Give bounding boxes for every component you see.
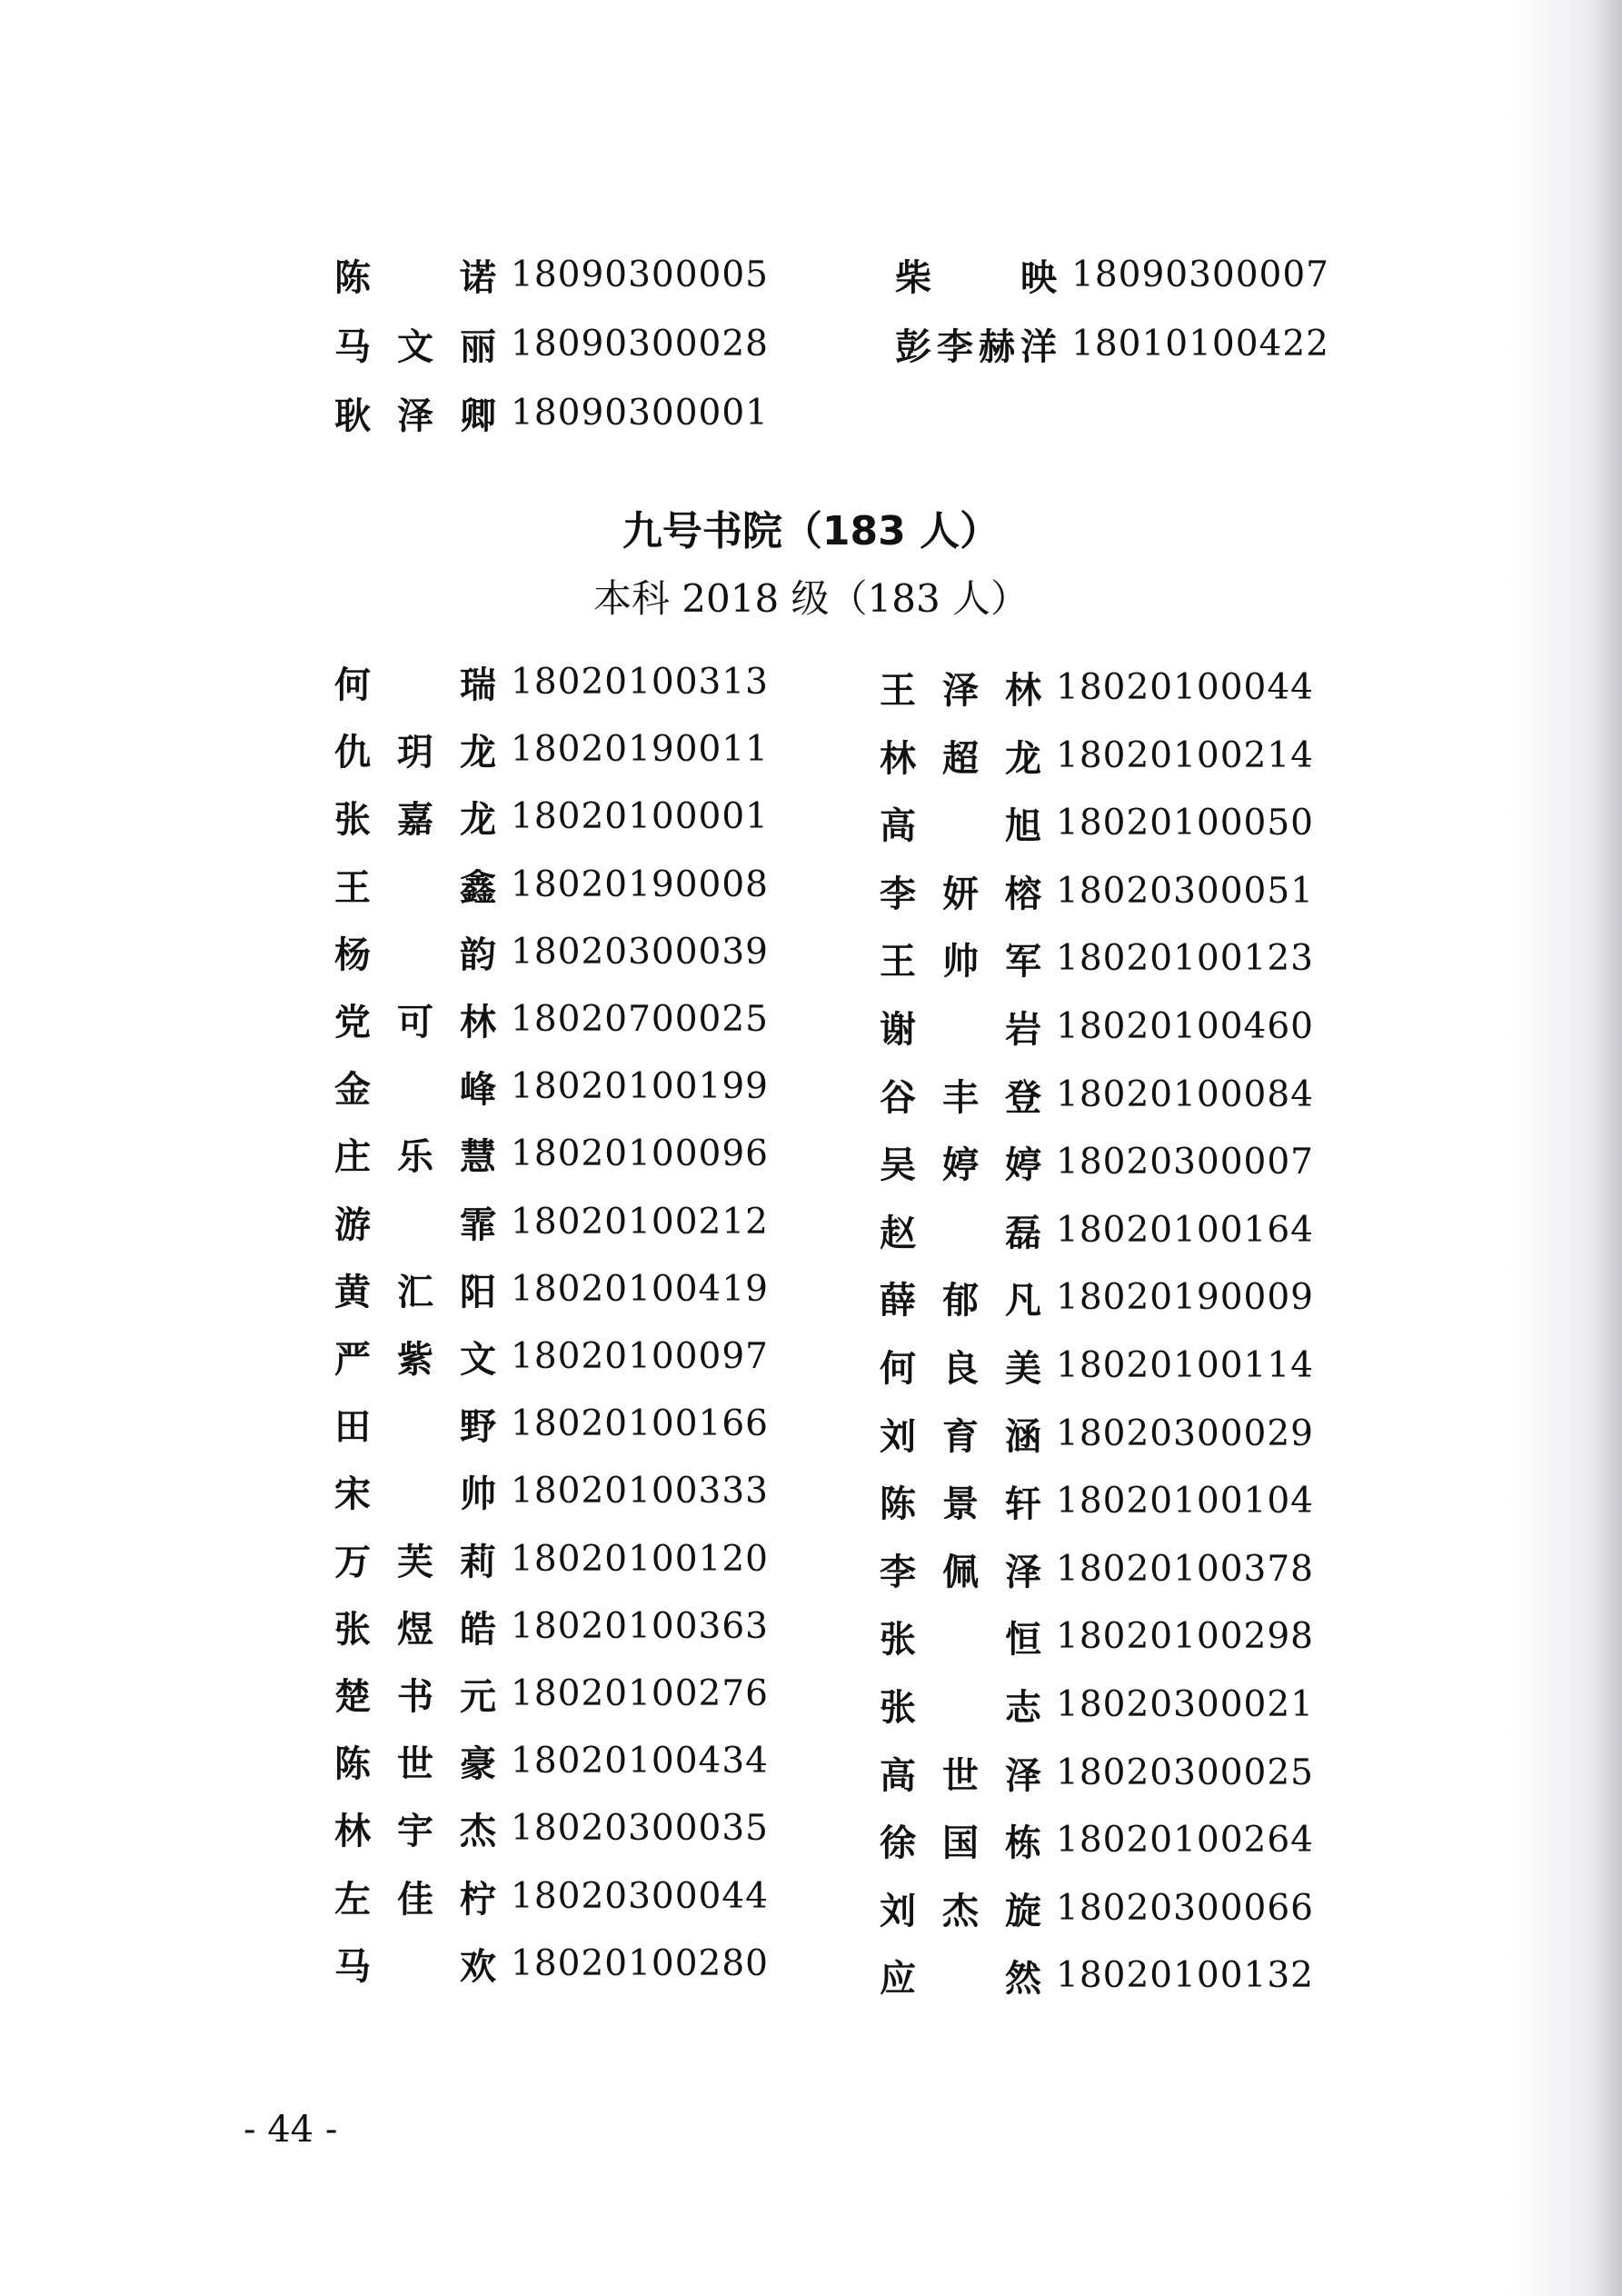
student-id: 18020100419 [511, 1268, 769, 1310]
list-item [334, 654, 769, 709]
student-id: 18020100199 [511, 1065, 769, 1107]
student-id: 18020100114 [1056, 1344, 1314, 1386]
student-name: 李 佩 泽 [880, 1550, 1041, 1593]
student-id: 18020100001 [511, 795, 769, 837]
list-item [880, 660, 1314, 714]
list-item [334, 924, 769, 979]
list-item [880, 1473, 1314, 1528]
list-item [334, 992, 769, 1046]
student-name: 万 芙 莉 [334, 1540, 496, 1583]
student-name: 高 世 泽 [880, 1753, 1041, 1797]
student-id: 18090300028 [511, 323, 769, 364]
student-name: 吴 婷 婷 [880, 1143, 1041, 1186]
list-item [334, 1532, 769, 1586]
list-item [880, 863, 1314, 918]
student-id: 18020100097 [511, 1335, 769, 1377]
list-item [334, 722, 769, 776]
student-name: 谢 岩 [880, 1007, 1041, 1051]
list-item [880, 931, 1314, 985]
list-item [880, 1542, 1314, 1596]
student-id: 18020100096 [511, 1133, 769, 1174]
list-item [334, 857, 769, 912]
student-name: 张 嘉 龙 [334, 797, 496, 841]
list-item [880, 1134, 1314, 1189]
student-name: 耿 泽 卿 [334, 394, 496, 437]
student-name: 应 然 [880, 1956, 1041, 2000]
list-item [334, 1599, 769, 1653]
student-id: 18020100280 [511, 1942, 769, 1984]
student-id: 18020300066 [1056, 1887, 1314, 1929]
student-id: 18090300007 [1071, 254, 1329, 295]
student-id: 18020100212 [511, 1201, 769, 1243]
student-id: 18090300001 [511, 392, 769, 434]
list-item [880, 1812, 1314, 1867]
student-name: 赵 磊 [880, 1211, 1041, 1254]
student-name: 林 宇 杰 [334, 1809, 496, 1852]
student-id: 18020100333 [511, 1470, 769, 1512]
list-item [880, 1677, 1314, 1732]
list-item [334, 1396, 769, 1451]
student-id: 18020300029 [1056, 1413, 1314, 1454]
student-id: 18020100460 [1056, 1005, 1314, 1047]
student-name: 柴 映 [895, 255, 1057, 299]
student-id: 18020300025 [1056, 1752, 1314, 1793]
page-number: - 44 - [244, 2109, 338, 2151]
student-id: 18020100214 [1056, 734, 1314, 776]
student-name: 田 野 [334, 1404, 496, 1448]
student-name: 左 佳 柠 [334, 1877, 496, 1921]
student-name: 李 妍 榕 [880, 872, 1041, 915]
student-id: 18020100120 [511, 1538, 769, 1580]
student-name: 楚 书 元 [334, 1674, 496, 1718]
student-id: 18020700025 [511, 998, 769, 1040]
student-id: 18020100313 [511, 661, 769, 703]
student-id: 18010100422 [1071, 323, 1329, 364]
student-name: 王 帅 军 [880, 939, 1041, 983]
list-item [334, 247, 769, 302]
student-name: 薛 郁 凡 [880, 1278, 1041, 1322]
list-item [334, 1666, 769, 1721]
student-name: 马 文 丽 [334, 324, 496, 368]
student-id: 18020300039 [511, 931, 769, 973]
list-item [880, 1338, 1314, 1393]
list-item [880, 1406, 1314, 1461]
student-id: 18020100378 [1056, 1548, 1314, 1590]
list-item [880, 999, 1314, 1053]
student-name: 张 恒 [880, 1617, 1041, 1661]
list-item [895, 316, 1329, 371]
student-id: 18020300044 [511, 1875, 769, 1917]
student-id: 18020100050 [1056, 802, 1314, 844]
student-name: 张 志 [880, 1685, 1041, 1729]
list-item [334, 1262, 769, 1316]
student-name: 陈 景 轩 [880, 1482, 1041, 1525]
student-name: 陈 诺 [334, 255, 496, 299]
student-id: 18020300051 [1056, 870, 1314, 912]
list-item [334, 1869, 769, 1923]
page-edge-shadow [1595, 0, 1622, 2296]
list-item [880, 1881, 1314, 1935]
list-item [880, 1270, 1314, 1324]
student-name: 谷 丰 登 [880, 1075, 1041, 1119]
student-name: 徐 国 栋 [880, 1821, 1041, 1864]
student-name: 王 泽 林 [880, 668, 1041, 712]
student-name: 严 紫 文 [334, 1337, 496, 1381]
grade-title: 本科 2018 级（183 人） [592, 576, 1030, 621]
student-id: 18020190009 [1056, 1276, 1314, 1318]
student-name: 陈 世 豪 [334, 1742, 496, 1785]
student-name: 黄 汇 阳 [334, 1270, 496, 1313]
student-id: 18020100104 [1056, 1480, 1314, 1522]
student-id: 18020100166 [511, 1403, 769, 1444]
list-item [334, 1194, 769, 1249]
student-name: 宋 帅 [334, 1472, 496, 1515]
student-name: 张 煜 皓 [334, 1607, 496, 1651]
college-title: 九号书院（183 人） [622, 508, 1000, 554]
list-item [880, 1609, 1314, 1663]
student-id: 18020100264 [1056, 1819, 1314, 1861]
student-id: 18020100164 [1056, 1209, 1314, 1251]
student-id: 18020100084 [1056, 1073, 1314, 1115]
list-item [334, 1801, 769, 1855]
student-name: 马 欢 [334, 1944, 496, 1988]
student-id: 18020300021 [1056, 1683, 1314, 1725]
student-id: 18020100434 [511, 1740, 769, 1782]
student-id: 18020100298 [1056, 1615, 1314, 1657]
student-id: 18020100044 [1056, 666, 1314, 708]
student-id: 18020100276 [511, 1672, 769, 1714]
list-item [895, 247, 1329, 302]
list-item [334, 1059, 769, 1113]
student-id: 18020100363 [511, 1605, 769, 1647]
list-item [334, 316, 769, 371]
student-id: 18020190008 [511, 863, 769, 905]
list-item [334, 1936, 769, 1991]
list-item [880, 1745, 1314, 1800]
list-item [334, 1463, 769, 1518]
student-name: 游 霏 [334, 1203, 496, 1246]
student-id: 18020300035 [511, 1807, 769, 1849]
student-id: 18020100123 [1056, 937, 1314, 979]
student-name: 杨 韵 [334, 933, 496, 976]
student-name: 何 瑞 [334, 663, 496, 706]
list-item [334, 1733, 769, 1788]
list-item [880, 728, 1314, 783]
list-item [334, 789, 769, 844]
list-item [880, 1067, 1314, 1122]
list-item [334, 1126, 769, 1181]
student-name: 何 良 美 [880, 1346, 1041, 1390]
student-name: 高 旭 [880, 804, 1041, 847]
student-id: 18020100132 [1056, 1954, 1314, 1996]
student-name: 王 鑫 [334, 865, 496, 909]
student-id: 18090300005 [511, 254, 769, 295]
student-name: 彭 李 赫 洋 [895, 324, 1057, 368]
student-name: 林 超 龙 [880, 736, 1041, 780]
student-name: 党 可 林 [334, 1000, 496, 1043]
student-name: 刘 育 涵 [880, 1414, 1041, 1458]
student-name: 庄 乐 慧 [334, 1134, 496, 1178]
student-id: 18020300007 [1056, 1141, 1314, 1183]
list-item [880, 1203, 1314, 1257]
list-item [880, 1948, 1314, 2002]
list-item [880, 795, 1314, 850]
list-item [334, 1329, 769, 1383]
student-name: 金 峰 [334, 1067, 496, 1111]
list-item [334, 385, 769, 440]
student-id: 18020190011 [511, 728, 769, 770]
student-name: 仇 玥 龙 [334, 730, 496, 774]
student-name: 刘 杰 旋 [880, 1889, 1041, 1932]
